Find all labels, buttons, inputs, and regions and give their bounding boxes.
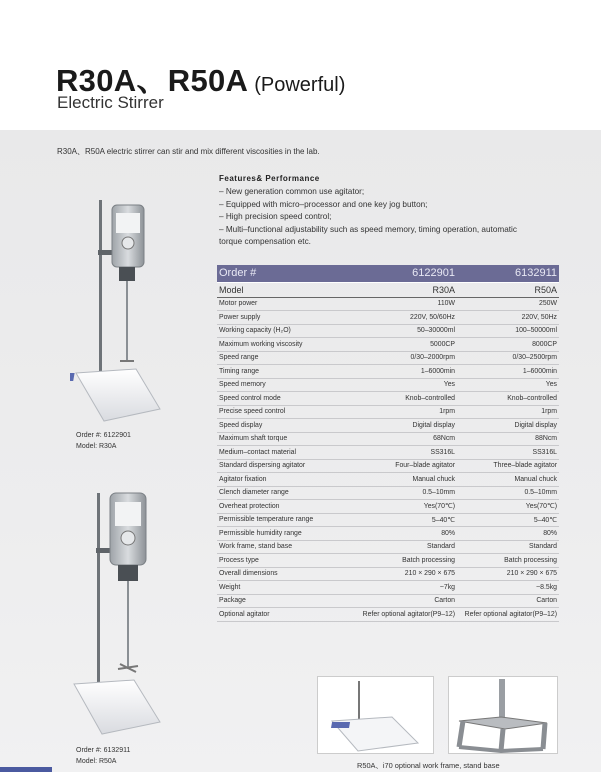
- table-row: [217, 513, 559, 527]
- spec-value-cell: Refer optional agitator(P9–12): [343, 608, 457, 622]
- spec-value-cell: Standard: [343, 540, 457, 554]
- table-row: [217, 297, 559, 311]
- table-row: [217, 473, 559, 487]
- spec-value-cell: 210 × 290 × 675: [457, 567, 559, 581]
- table-row: [217, 459, 559, 473]
- spec-value-cell: Batch processing: [457, 554, 559, 568]
- spec-value-cell: Knob–controlled: [343, 392, 457, 406]
- page-header: [0, 0, 601, 130]
- spec-value-cell: 5000CP: [343, 338, 457, 352]
- spec-value-cell: Yes(70℃): [343, 500, 457, 514]
- accent-bar: [0, 767, 52, 772]
- title-main: R30A、R50A: [56, 63, 249, 98]
- spec-value-cell: 1rpm: [457, 405, 559, 419]
- header-cell: 6132911: [457, 265, 559, 282]
- spec-label-cell: Standard dispersing agitator: [217, 459, 343, 473]
- page-subtitle: Electric Stirrer: [57, 93, 164, 112]
- spec-value-cell: 80%: [343, 527, 457, 541]
- table-row: [217, 608, 559, 622]
- spec-value-cell: 0.5–10mm: [343, 486, 457, 500]
- intro-text: R30A、R50A electric stirrer can stir and mix different viscosities in the lab.: [57, 147, 320, 156]
- order-number: Order #: 6132911: [76, 747, 131, 754]
- spec-value-cell: 1rpm: [343, 405, 457, 419]
- table-row: [217, 554, 559, 568]
- spec-value-cell: 5–40℃: [457, 513, 559, 527]
- spec-value-cell: Refer optional agitator(P9–12): [457, 608, 559, 622]
- spec-value-cell: Yes: [343, 378, 457, 392]
- spec-label-cell: Maximum shaft torque: [217, 432, 343, 446]
- spec-value-cell: SS316L: [457, 446, 559, 460]
- model-name: Model: R30A: [76, 443, 117, 450]
- spec-label-cell: Overheat protection: [217, 500, 343, 514]
- model-row: [217, 282, 559, 297]
- stirrer-r50a-image: [70, 488, 165, 738]
- table-row: [217, 365, 559, 379]
- spec-value-cell: Knob–controlled: [457, 392, 559, 406]
- spec-value-cell: 0/30–2000rpm: [343, 351, 457, 365]
- header-cell: Order #: [217, 265, 343, 282]
- table-row: [217, 351, 559, 365]
- spec-label-cell: Power supply: [217, 311, 343, 325]
- spec-label-cell: Motor power: [217, 297, 343, 311]
- spec-label-cell: Working capacity (H₂O): [217, 324, 343, 338]
- spec-value-cell: 5–40℃: [343, 513, 457, 527]
- spec-value-cell: Four–blade agitator: [343, 459, 457, 473]
- spec-label-cell: Weight: [217, 581, 343, 595]
- spec-label-cell: Process type: [217, 554, 343, 568]
- spec-label-cell: Speed memory: [217, 378, 343, 392]
- spec-value-cell: ~7kg: [343, 581, 457, 595]
- spec-label-cell: Permissible temperature range: [217, 513, 343, 527]
- table-row: [217, 594, 559, 608]
- spec-value-cell: 88Ncm: [457, 432, 559, 446]
- thumbnail-caption: R50A、i70 optional work frame, stand base: [357, 761, 500, 770]
- product-caption-r50a: [76, 745, 130, 767]
- table-row: [217, 486, 559, 500]
- model-cell: Model: [217, 282, 343, 297]
- feature-item: – High precision speed control;: [219, 212, 332, 221]
- order-number: Order #: 6122901: [76, 432, 131, 439]
- work-frame-image: [449, 677, 557, 753]
- spec-label-cell: Clench diameter range: [217, 486, 343, 500]
- work-frame-thumbnail: [448, 676, 558, 754]
- spec-value-cell: Standard: [457, 540, 559, 554]
- header-cell: 6122901: [343, 265, 457, 282]
- spec-value-cell: 1–6000min: [457, 365, 559, 379]
- spec-value-cell: 220V, 50/60Hz: [343, 311, 457, 325]
- spec-label-cell: Speed display: [217, 419, 343, 433]
- features-list: [219, 186, 559, 249]
- spec-value-cell: Yes(70℃): [457, 500, 559, 514]
- table-row: [217, 446, 559, 460]
- spec-label-cell: Optional agitator: [217, 608, 343, 622]
- spec-label-cell: Speed control mode: [217, 392, 343, 406]
- spec-value-cell: Carton: [457, 594, 559, 608]
- title-suffix: (Powerful): [254, 74, 346, 96]
- model-cell: R30A: [343, 282, 457, 297]
- spec-value-cell: Digital display: [457, 419, 559, 433]
- table-row: [217, 540, 559, 554]
- model-name: Model: R50A: [76, 758, 117, 765]
- spec-value-cell: Manual chuck: [343, 473, 457, 487]
- spec-label-cell: Medium–contact material: [217, 446, 343, 460]
- spec-value-cell: Yes: [457, 378, 559, 392]
- spec-value-cell: 68Ncm: [343, 432, 457, 446]
- spec-label-cell: Speed range: [217, 351, 343, 365]
- model-cell: R50A: [457, 282, 559, 297]
- stirrer-r30a-image: [70, 195, 165, 425]
- table-row: [217, 311, 559, 325]
- spec-value-cell: 0/30–2500rpm: [457, 351, 559, 365]
- spec-value-cell: 220V, 50Hz: [457, 311, 559, 325]
- table-row: [217, 338, 559, 352]
- table-row: [217, 500, 559, 514]
- spec-label-cell: Work frame, stand base: [217, 540, 343, 554]
- table-row: [217, 581, 559, 595]
- specification-table: [217, 265, 559, 622]
- spec-value-cell: 1–6000min: [343, 365, 457, 379]
- table-row: [217, 527, 559, 541]
- table-row: [217, 378, 559, 392]
- feature-item: – Equipped with micro–processor and one key jog button;: [219, 199, 428, 209]
- spec-value-cell: Three–blade agitator: [457, 459, 559, 473]
- spec-value-cell: 250W: [457, 297, 559, 311]
- features-title: Features& Performance: [219, 174, 320, 183]
- feature-item: torque compensation etc.: [219, 237, 311, 246]
- spec-value-cell: SS316L: [343, 446, 457, 460]
- spec-label-cell: Overall dimensions: [217, 567, 343, 581]
- spec-value-cell: 0.5–10mm: [457, 486, 559, 500]
- table-header-row: [217, 265, 559, 282]
- stand-base-image: [318, 677, 433, 753]
- table-row: [217, 567, 559, 581]
- spec-value-cell: Digital display: [343, 419, 457, 433]
- spec-value-cell: 100–50000ml: [457, 324, 559, 338]
- table-row: [217, 432, 559, 446]
- stand-base-thumbnail: [317, 676, 434, 754]
- spec-label-cell: Timing range: [217, 365, 343, 379]
- spec-value-cell: 210 × 290 × 675: [343, 567, 457, 581]
- product-caption-r30a: [76, 430, 131, 452]
- table-row: [217, 324, 559, 338]
- spec-value-cell: Carton: [343, 594, 457, 608]
- spec-label-cell: Precise speed control: [217, 405, 343, 419]
- spec-value-cell: Batch processing: [343, 554, 457, 568]
- spec-value-cell: 50–30000ml: [343, 324, 457, 338]
- table-row: [217, 392, 559, 406]
- spec-value-cell: 8000CP: [457, 338, 559, 352]
- table-row: [217, 405, 559, 419]
- spec-value-cell: 80%: [457, 527, 559, 541]
- feature-item: – New generation common use agitator;: [219, 187, 365, 196]
- spec-value-cell: Manual chuck: [457, 473, 559, 487]
- feature-item: – Multi–functional adjustability such as speed memory, timing operation, automatic: [219, 224, 517, 234]
- spec-label-cell: Permissible humidity range: [217, 527, 343, 541]
- spec-value-cell: ~8.5kg: [457, 581, 559, 595]
- spec-value-cell: 110W: [343, 297, 457, 311]
- spec-label-cell: Maximum working viscosity: [217, 338, 343, 352]
- table-row: [217, 419, 559, 433]
- spec-label-cell: Package: [217, 594, 343, 608]
- spec-label-cell: Agitator fixation: [217, 473, 343, 487]
